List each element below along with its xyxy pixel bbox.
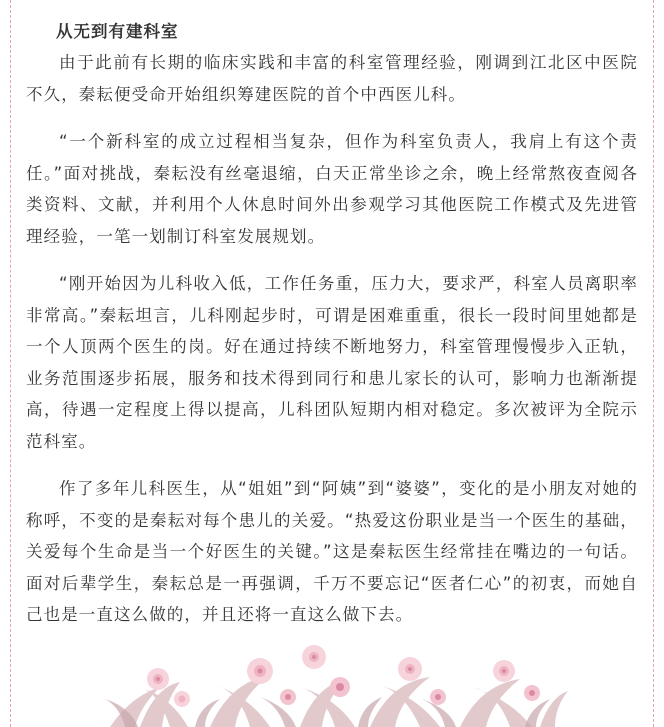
paragraph-1: 由于此前有长期的临床实践和丰富的科室管理经验，刚调到江北区中医院不久，秦耘便受命开始组织筹建医院的首个中西医儿科。 [26, 53, 638, 104]
paragraph-3: “刚开始因为儿科收入低，工作任务重，压力大，要求严，科室人员离职率非常高。”秦耘坦言，儿科刚起步时，可谓是困难重重，很长一段时间里她都是一个人顶两个医生的岗。好在通过持续不断地努力，科室管理慢慢步入正轨，业务范围逐步拓展，服务和技术得到同行和患儿家长的认可，影响力也渐渐提高，待遇一定程度上得以提高，儿科团队短期内相对稳定。多次被评为全院示范科室。 [26, 274, 638, 451]
pink-flower-grass-border-icon [100, 627, 570, 727]
section-title: 从无到有建科室 [56, 22, 179, 41]
paragraph-4: 作了多年儿科医生，从“姐姐”到“阿姨”到“婆婆”，变化的是小朋友对她的称呼，不变的是秦耘对每个患儿的关爱。“热爱这份职业是当一个医生的基础，关爱每个生命是当一个好医生的关键。”这是秦耘医生经常挂在嘴边的一句话。面对后辈学生，秦耘总是一再强调，千万不要忘记“医者仁心”的初衷，而她自己也是一直这么做的，并且还将一直这么做下去。 [26, 479, 638, 624]
paragraph-2: “一个新科室的成立过程相当复杂，但作为科室负责人，我肩上有这个责任。”面对挑战，秦耘没有丝毫退缩，白天正常坐诊之余，晚上经常熬夜查阅各类资料、文献，并利用个人休息时间外出参观学习其他医院工作模式及先进管理经验，一笔一划制订科室发展规划。 [26, 132, 638, 246]
